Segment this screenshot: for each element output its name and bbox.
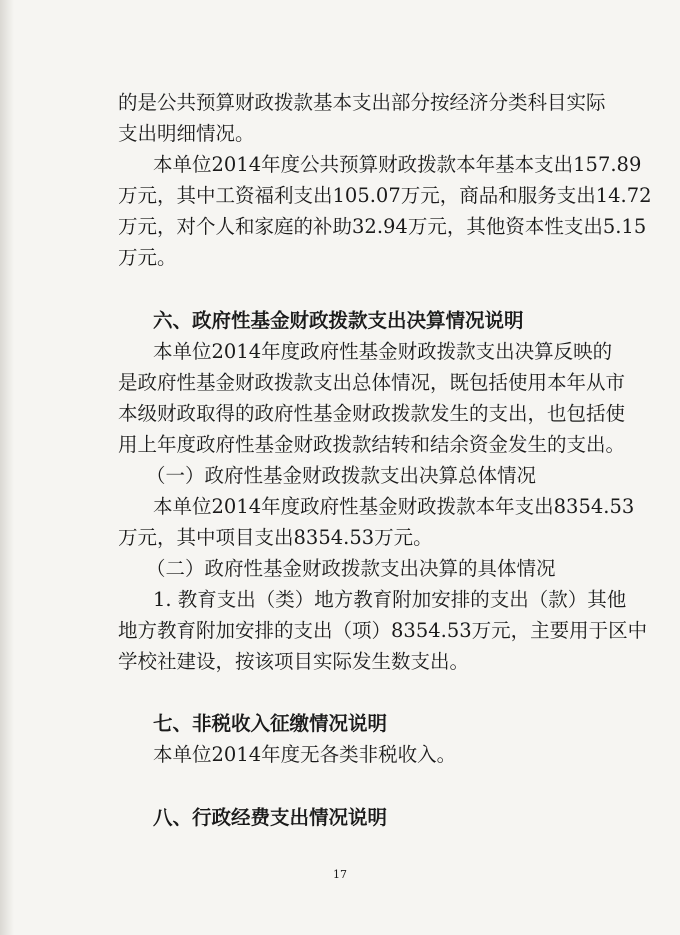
section-heading-6: 六、政府性基金财政拨款支出决算情况说明 [153,309,524,332]
text-line: 的是公共预算财政拨款基本支出部分按经济分类科目实际 [118,91,606,114]
text-line: 1. 教育支出（类）地方教育附加安排的支出（款）其他 [153,588,627,611]
text-line: 本级财政取得的政府性基金财政拨款发生的支出，也包括使 [118,402,626,425]
text-line: 支出明细情况。 [118,122,255,145]
page-number: 17 [333,868,347,881]
subheading: （二）政府性基金财政拨款支出决算的具体情况 [146,557,556,580]
text-line: 万元，对个人和家庭的补助32.94万元，其他资本性支出5.15 [118,215,647,238]
text-line: 地方教育附加安排的支出（项）8354.53万元，主要用于区中 [118,619,648,642]
text-line: 是政府性基金财政拨款支出总体情况，既包括使用本年从市 [118,371,626,394]
text-line: 学校社建设，按该项目实际发生数支出。 [118,650,470,673]
subheading: （一）政府性基金财政拨款支出决算总体情况 [146,464,537,487]
text-line: 万元，其中项目支出8354.53万元。 [118,526,433,549]
text-line: 用上年度政府性基金财政拨款结转和结余资金发生的支出。 [118,433,626,456]
section-heading-8: 八、行政经费支出情况说明 [153,806,388,829]
text-line: 本单位2014年度无各类非税收入。 [153,743,457,766]
text-line: 万元。 [118,246,177,269]
page-edge-shadow [0,0,14,935]
section-heading-7: 七、非税收入征缴情况说明 [153,712,388,735]
text-line: 本单位2014年度政府性基金财政拨款支出决算反映的 [153,340,613,363]
text-line: 本单位2014年度公共预算财政拨款本年基本支出157.89 [153,153,642,176]
text-line: 本单位2014年度政府性基金财政拨款本年支出8354.53 [153,495,635,518]
text-line: 万元，其中工资福利支出105.07万元，商品和服务支出14.72 [118,184,652,207]
